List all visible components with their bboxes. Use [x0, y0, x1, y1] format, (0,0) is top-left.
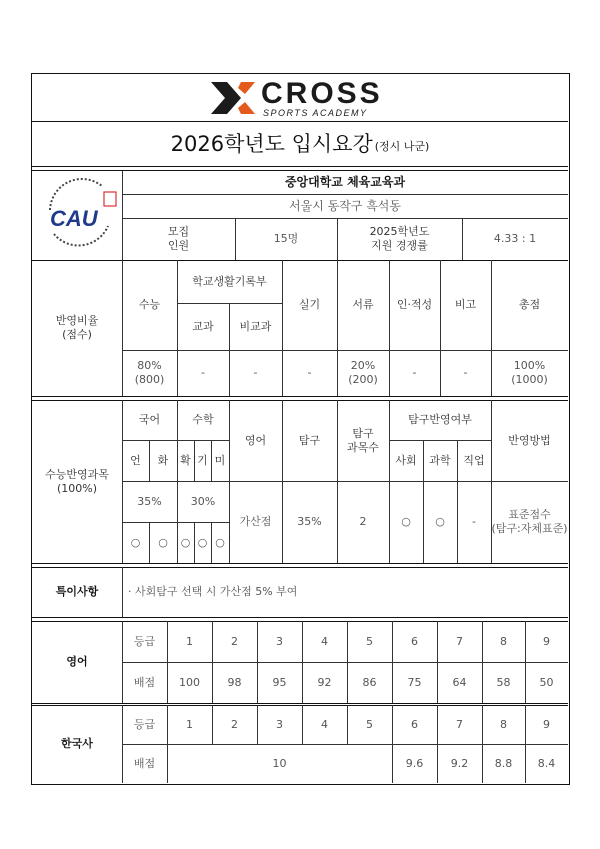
ratio-value-subject: -: [201, 366, 205, 379]
grid-line: [211, 440, 212, 481]
suneung-header-inquiry: 탐구: [298, 433, 321, 447]
suneung-reflect-vocational: 직업: [463, 453, 485, 467]
competition-value: 4.33 : 1: [493, 232, 537, 245]
suneung-reflect-science: 과학: [429, 453, 451, 467]
grid-line: [122, 567, 123, 617]
english-score-6: 75: [407, 675, 422, 689]
school-name: 중앙대학교 체육교육과: [284, 175, 406, 189]
divider-title: [32, 166, 568, 167]
suneung-inquiry-count-value: 2: [359, 515, 367, 528]
divider-suneung-top: [32, 400, 568, 401]
grid-line: [177, 260, 178, 396]
special-label: 특이사항: [55, 585, 99, 598]
suneung-method-value: 표준점수 (탐구:자체표준): [491, 508, 568, 535]
ratio-value-total: 100% (1000): [511, 359, 548, 386]
english-grade-1: 1: [186, 634, 193, 648]
suneung-circle-hwa: ○: [158, 535, 168, 549]
divider-special-top: [32, 567, 568, 568]
english-grade-9: 9: [543, 634, 550, 648]
history-grade-9: 9: [543, 717, 550, 731]
page-title: [32, 122, 568, 166]
history-grade-1: 1: [186, 717, 193, 731]
suneung-sub-eon: 언: [130, 453, 141, 467]
history-grade-5: 5: [366, 717, 373, 731]
suneung-header-inquiry-reflect: 탐구반영여부: [408, 413, 472, 426]
grid-line: [122, 350, 568, 351]
grid-line: [122, 440, 229, 441]
suneung-circle-mi: ○: [215, 535, 225, 549]
divider-history-top: [32, 705, 568, 706]
grid-line: [122, 170, 123, 260]
ratio-value-practical: -: [307, 366, 312, 379]
suneung-header-english: 영어: [244, 433, 267, 447]
grid-line: [235, 218, 236, 260]
ratio-section-label: 반영비율 (점수): [55, 314, 99, 341]
history-grade-7: 7: [456, 717, 463, 731]
suneung-header-method: 반영방법: [508, 433, 551, 447]
ratio-header-practical: 실기: [298, 298, 321, 311]
suneung-circle-hwak: ○: [180, 535, 191, 549]
ratio-value-documents: 20% (200): [348, 359, 378, 386]
english-grade-7: 7: [456, 634, 463, 648]
english-score-8: 58: [496, 675, 511, 689]
english-score-7: 64: [452, 675, 467, 689]
grid-line: [149, 522, 150, 563]
special-text: · 사회탐구 선택 시 가산점 5% 부여: [128, 585, 298, 598]
ratio-value-other: -: [463, 366, 468, 379]
divider-special-bottom: [32, 617, 568, 618]
page-title-main: 2026학년도 입시요강: [170, 132, 373, 156]
history-score-6: 9.6: [405, 756, 424, 770]
grid-line: [177, 303, 282, 304]
cross-logo: [207, 78, 397, 118]
english-grade-5: 5: [366, 634, 373, 648]
english-score-3: 95: [272, 675, 287, 689]
suneung-english-value: 가산점: [239, 515, 272, 528]
ratio-value-suneung: 80% (800): [134, 359, 165, 386]
english-score-1: 100: [179, 675, 200, 689]
english-grade-3: 3: [276, 634, 283, 648]
grid-line: [440, 260, 441, 396]
grid-line: [423, 440, 424, 563]
grid-line: [347, 705, 348, 744]
ratio-value-personality: -: [412, 366, 417, 379]
suneung-circle-eon: ○: [130, 535, 141, 549]
grid-line: [491, 260, 492, 396]
grid-line: [122, 194, 568, 195]
grid-line: [149, 440, 150, 481]
ratio-header-documents: 서류: [352, 298, 374, 311]
english-score-2: 98: [227, 675, 242, 689]
grid-line: [337, 218, 338, 260]
page-title-sub: (정시 나군): [374, 140, 430, 153]
history-score-9: 8.4: [537, 756, 556, 770]
cau-logo: [40, 170, 120, 260]
suneung-section-label: 수능반영과목 (100%): [45, 467, 109, 495]
grid-line: [302, 705, 303, 744]
divider-english-top: [32, 621, 568, 622]
suneung-korean-pct: 35%: [137, 494, 162, 508]
grid-line: [337, 260, 338, 396]
suneung-math-pct: 30%: [190, 494, 216, 508]
history-grade-3: 3: [276, 717, 283, 731]
suneung-reflect-science-value: ○: [435, 515, 445, 528]
grid-line: [122, 662, 568, 663]
grid-line: [122, 218, 568, 219]
suneung-header-math: 수학: [192, 413, 214, 426]
ratio-header-subject: 교과: [192, 319, 214, 333]
suneung-circle-gi: ○: [197, 535, 208, 549]
divider-english-bottom: [32, 703, 568, 704]
grid-line: [457, 440, 458, 563]
english-score-4: 92: [317, 675, 332, 689]
grid-line: [122, 744, 568, 745]
grid-line: [282, 260, 283, 396]
grid-line: [32, 170, 568, 171]
grid-line: [257, 705, 258, 744]
grid-line: [122, 481, 568, 482]
grid-line: [212, 705, 213, 744]
suneung-reflect-vocational-value: -: [472, 515, 476, 528]
ratio-header-personality: 인·적성: [396, 298, 433, 311]
english-grade-4: 4: [321, 634, 328, 648]
history-score-label: 배점: [133, 756, 156, 770]
grid-line: [194, 522, 195, 563]
english-grade-2: 2: [231, 634, 238, 648]
suneung-inquiry-pct: 35%: [297, 515, 322, 528]
suneung-sub-mi: 미: [214, 453, 226, 467]
english-section-label: 영어: [66, 655, 88, 668]
history-grade-2: 2: [231, 717, 238, 731]
english-score-label: 배점: [133, 675, 156, 689]
suneung-header-inquiry-count: 탐구 과목수: [347, 426, 379, 454]
ratio-header-other: 비고: [454, 298, 477, 311]
suneung-reflect-social: 사회: [395, 453, 417, 467]
ratio-header-suneung: 수능: [138, 298, 161, 311]
divider-logo: [32, 121, 568, 122]
english-score-9: 50: [539, 675, 554, 689]
history-section-label: 한국사: [61, 737, 93, 750]
history-grade-6: 6: [411, 717, 418, 731]
history-grade-8: 8: [500, 717, 507, 731]
suneung-header-korean: 국어: [138, 413, 161, 426]
english-grade-8: 8: [500, 634, 507, 648]
cross-logo-subtitle: SPORTS ACADEMY: [263, 108, 368, 118]
history-score-7: 9.2: [450, 756, 469, 770]
ratio-header-non-subject: 비교과: [239, 319, 272, 333]
admission-guide-page: [31, 73, 570, 785]
grid-line: [389, 260, 390, 396]
divider-school-block-bottom: [32, 260, 568, 261]
grid-line: [462, 218, 463, 260]
recruit-value: 15명: [273, 232, 299, 245]
grid-line: [211, 522, 212, 563]
ratio-header-total: 총점: [518, 298, 541, 311]
history-score-merged: 10: [272, 756, 287, 770]
recruit-label: 모집 인원: [167, 225, 190, 252]
cau-logo-text: CAU: [50, 206, 98, 231]
school-location: 서울시 동작구 흑석동: [289, 199, 401, 213]
grid-line: [389, 440, 491, 441]
english-score-5: 86: [362, 675, 377, 689]
cross-logo-text: CROSS: [261, 77, 383, 110]
suneung-sub-hwa: 화: [157, 453, 169, 467]
competition-label: 2025학년도 지원 경쟁률: [369, 225, 430, 252]
suneung-sub-hwak: 확: [180, 453, 191, 467]
divider-suneung-bottom: [32, 563, 568, 564]
cross-logo-mark-icon: [207, 78, 259, 118]
ratio-header-school-record: 학교생활기록부: [192, 274, 267, 288]
suneung-sub-gi: 기: [197, 453, 208, 467]
suneung-reflect-social-value: ○: [401, 515, 411, 528]
english-grade-6: 6: [411, 634, 418, 648]
history-grade-4: 4: [321, 717, 328, 731]
grid-line: [122, 522, 229, 523]
history-score-8: 8.8: [494, 756, 513, 770]
divider-ratio-bottom: [32, 396, 568, 397]
grid-line: [122, 260, 123, 396]
grid-line: [194, 440, 195, 481]
english-grade-label: 등급: [133, 634, 156, 648]
ratio-value-non-subject: -: [253, 366, 258, 379]
history-grade-label: 등급: [133, 717, 156, 731]
